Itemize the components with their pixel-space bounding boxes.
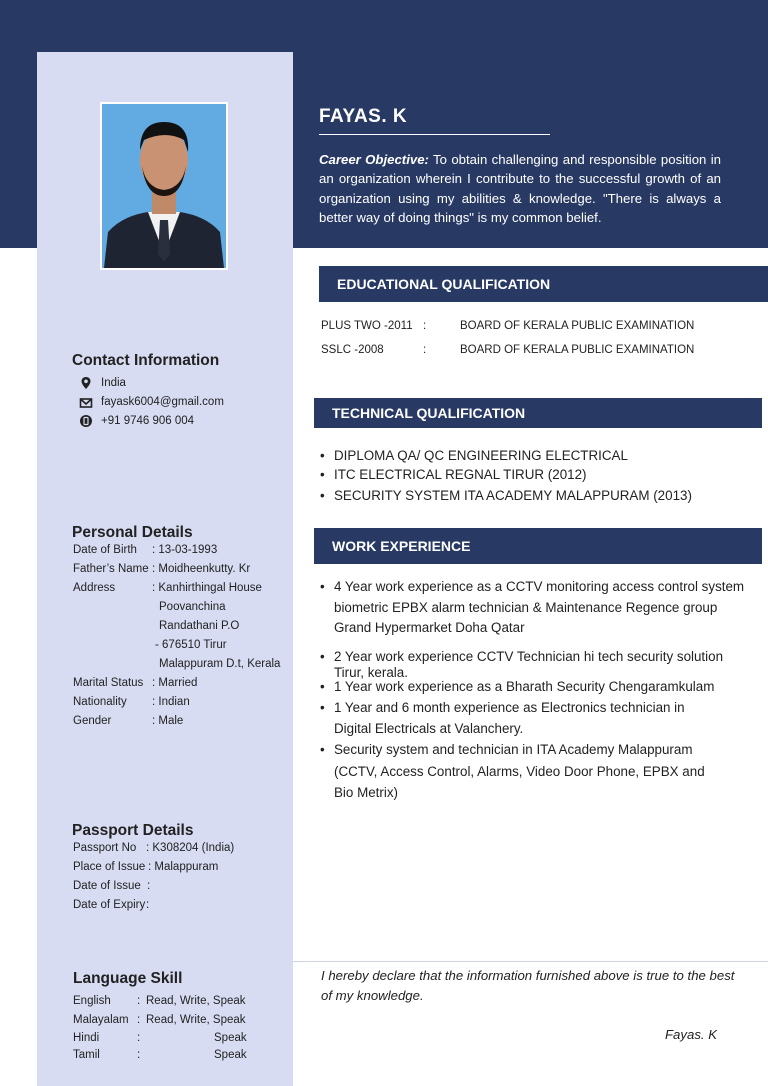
work-line: Tirur, kerala. [334,665,408,680]
passport-no-label: Passport No [73,842,137,854]
profile-photo [100,102,228,270]
work-line: Security system and technician in ITA Academy Malappuram [334,742,693,757]
list-item [334,618,525,638]
passport-expiry-label: Date of Expiry [73,899,146,911]
list-item: • 4 Year work experience as a CCTV monitoring access control system [320,579,745,594]
work-line: (CCTV, Access Control, Alarms, Video Door Phone, EPBX and [334,764,705,779]
address-line: - 676510 Tirur [155,639,227,651]
language-heading: Language Skill [73,970,183,987]
candidate-name: FAYAS. K [319,106,408,127]
dob-value: : 13-03-1993 [152,544,218,556]
education-course: PLUS TWO -2011 [321,320,413,332]
list-item: • SECURITY SYSTEM ITA ACADEMY MALAPPURAM (2013) [320,488,692,503]
address-line: : Kanhirthingal House [152,582,262,594]
name-underline [319,134,550,135]
nationality-label: Nationality [73,696,127,708]
passport-heading: Passport Details [72,822,194,839]
list-item: • 1 Year work experience as a Bharath Security Chengaramkulam [320,679,715,694]
list-item [334,598,717,618]
language-sep: : [137,1032,141,1044]
work-line: 4 Year work experience as a CCTV monitoring access control system [334,579,745,594]
language-name: Hindi [73,1032,100,1044]
language-skill: Read, Write, Speak [146,1014,246,1026]
work-line: Grand Hypermarket Doha Qatar [334,620,525,635]
language-sep: : [137,995,141,1007]
contact-phone[interactable]: +91 9746 906 004 [101,415,195,427]
work-line: biometric EPBX alarm technician & Maintenance Regence group [334,600,718,615]
gender-label: Gender [73,715,112,727]
language-name: Tamil [73,1049,100,1061]
objective-text: To obtain challenging and responsible position in an organization wherein I contribute to the successful growth of an organization using my abilities & knowledge. "There is always a better way of doing things" is my common belief. [319,152,721,225]
objective-label: Career Objective: [319,152,429,167]
address-line: Malappuram D.t, Kerala [159,658,281,670]
marital-value: : Married [152,677,198,689]
work-line: Digital Electricals at Valanchery. [334,721,524,736]
contact-location: India [101,377,126,389]
language-name: English [73,995,111,1007]
father-label: Father’s Name [73,563,149,575]
gender-value: : Male [152,715,184,727]
education-board: BOARD OF KERALA PUBLIC EXAMINATION [460,344,695,356]
location-pin-icon [79,376,93,390]
passport-issue-value: : [147,880,151,892]
language-skill: Speak [214,1049,247,1061]
language-name: Malayalam [73,1014,129,1026]
list-item: • Security system and technician in ITA Academy Malappuram [320,742,693,757]
passport-issue-label: Date of Issue [73,880,141,892]
dob-label: Date of Birth [73,544,137,556]
work-line: 1 Year and 6 month experience as Electronics technician in [334,700,685,715]
language-sep: : [137,1014,141,1026]
language-sep: : [137,1049,141,1061]
list-item: • 1 Year and 6 month experience as Electronics technician in [320,700,685,715]
address-line: Poovanchina [159,601,226,613]
technical-heading: TECHNICAL QUALIFICATION [314,398,762,428]
education-sep: : [423,344,427,356]
work-heading: WORK EXPERIENCE [314,528,762,564]
passport-place-label: Place of Issue [73,861,146,873]
list-item [334,762,705,782]
passport-place-value: : Malappuram [148,861,219,873]
contact-email[interactable]: fayask6004@gmail.com [101,396,224,408]
address-line: Randathani P.O [159,620,240,632]
work-line: 1 Year work experience as a Bharath Security Chengaramkulam [334,679,715,694]
career-objective [319,150,721,227]
language-skill: Speak [214,1032,247,1044]
education-heading: EDUCATIONAL QUALIFICATION [319,266,768,302]
personal-heading: Personal Details [72,524,193,541]
declaration-divider [293,961,768,962]
technical-item: DIPLOMA QA/ QC ENGINEERING ELECTRICAL [334,448,628,463]
list-item: • DIPLOMA QA/ QC ENGINEERING ELECTRICAL [320,448,628,463]
phone-icon [79,414,93,428]
passport-expiry-value: : [146,899,150,911]
father-value: : Moidheenkutty. Kr [152,563,251,575]
work-line: 2 Year work experience CCTV Technician hi tech security solution [334,649,724,664]
language-skill: Read, Write, Speak [146,995,246,1007]
list-item: • 2 Year work experience CCTV Technician hi tech security solution [320,649,724,664]
mail-icon [79,396,93,410]
education-course: SSLC -2008 [321,344,384,356]
declaration-text: I hereby declare that the information furnished above is true to the best of my knowledge. [321,968,735,1003]
nationality-value: : Indian [152,696,190,708]
list-item [334,719,523,739]
list-item: • ITC ELECTRICAL REGNAL TIRUR (2012) [320,467,587,482]
marital-label: Marital Status [73,677,144,689]
technical-item: ITC ELECTRICAL REGNAL TIRUR (2012) [334,467,587,482]
contact-heading: Contact Information [72,352,220,369]
address-label: Address [73,582,116,594]
work-line: Bio Metrix) [334,785,398,800]
passport-no-value: : K308204 (India) [146,842,235,854]
list-item [334,783,398,803]
education-sep: : [423,320,427,332]
signature: Fayas. K [665,1027,718,1042]
education-board: BOARD OF KERALA PUBLIC EXAMINATION [460,320,695,332]
technical-item: SECURITY SYSTEM ITA ACADEMY MALAPPURAM (2013) [334,488,692,503]
